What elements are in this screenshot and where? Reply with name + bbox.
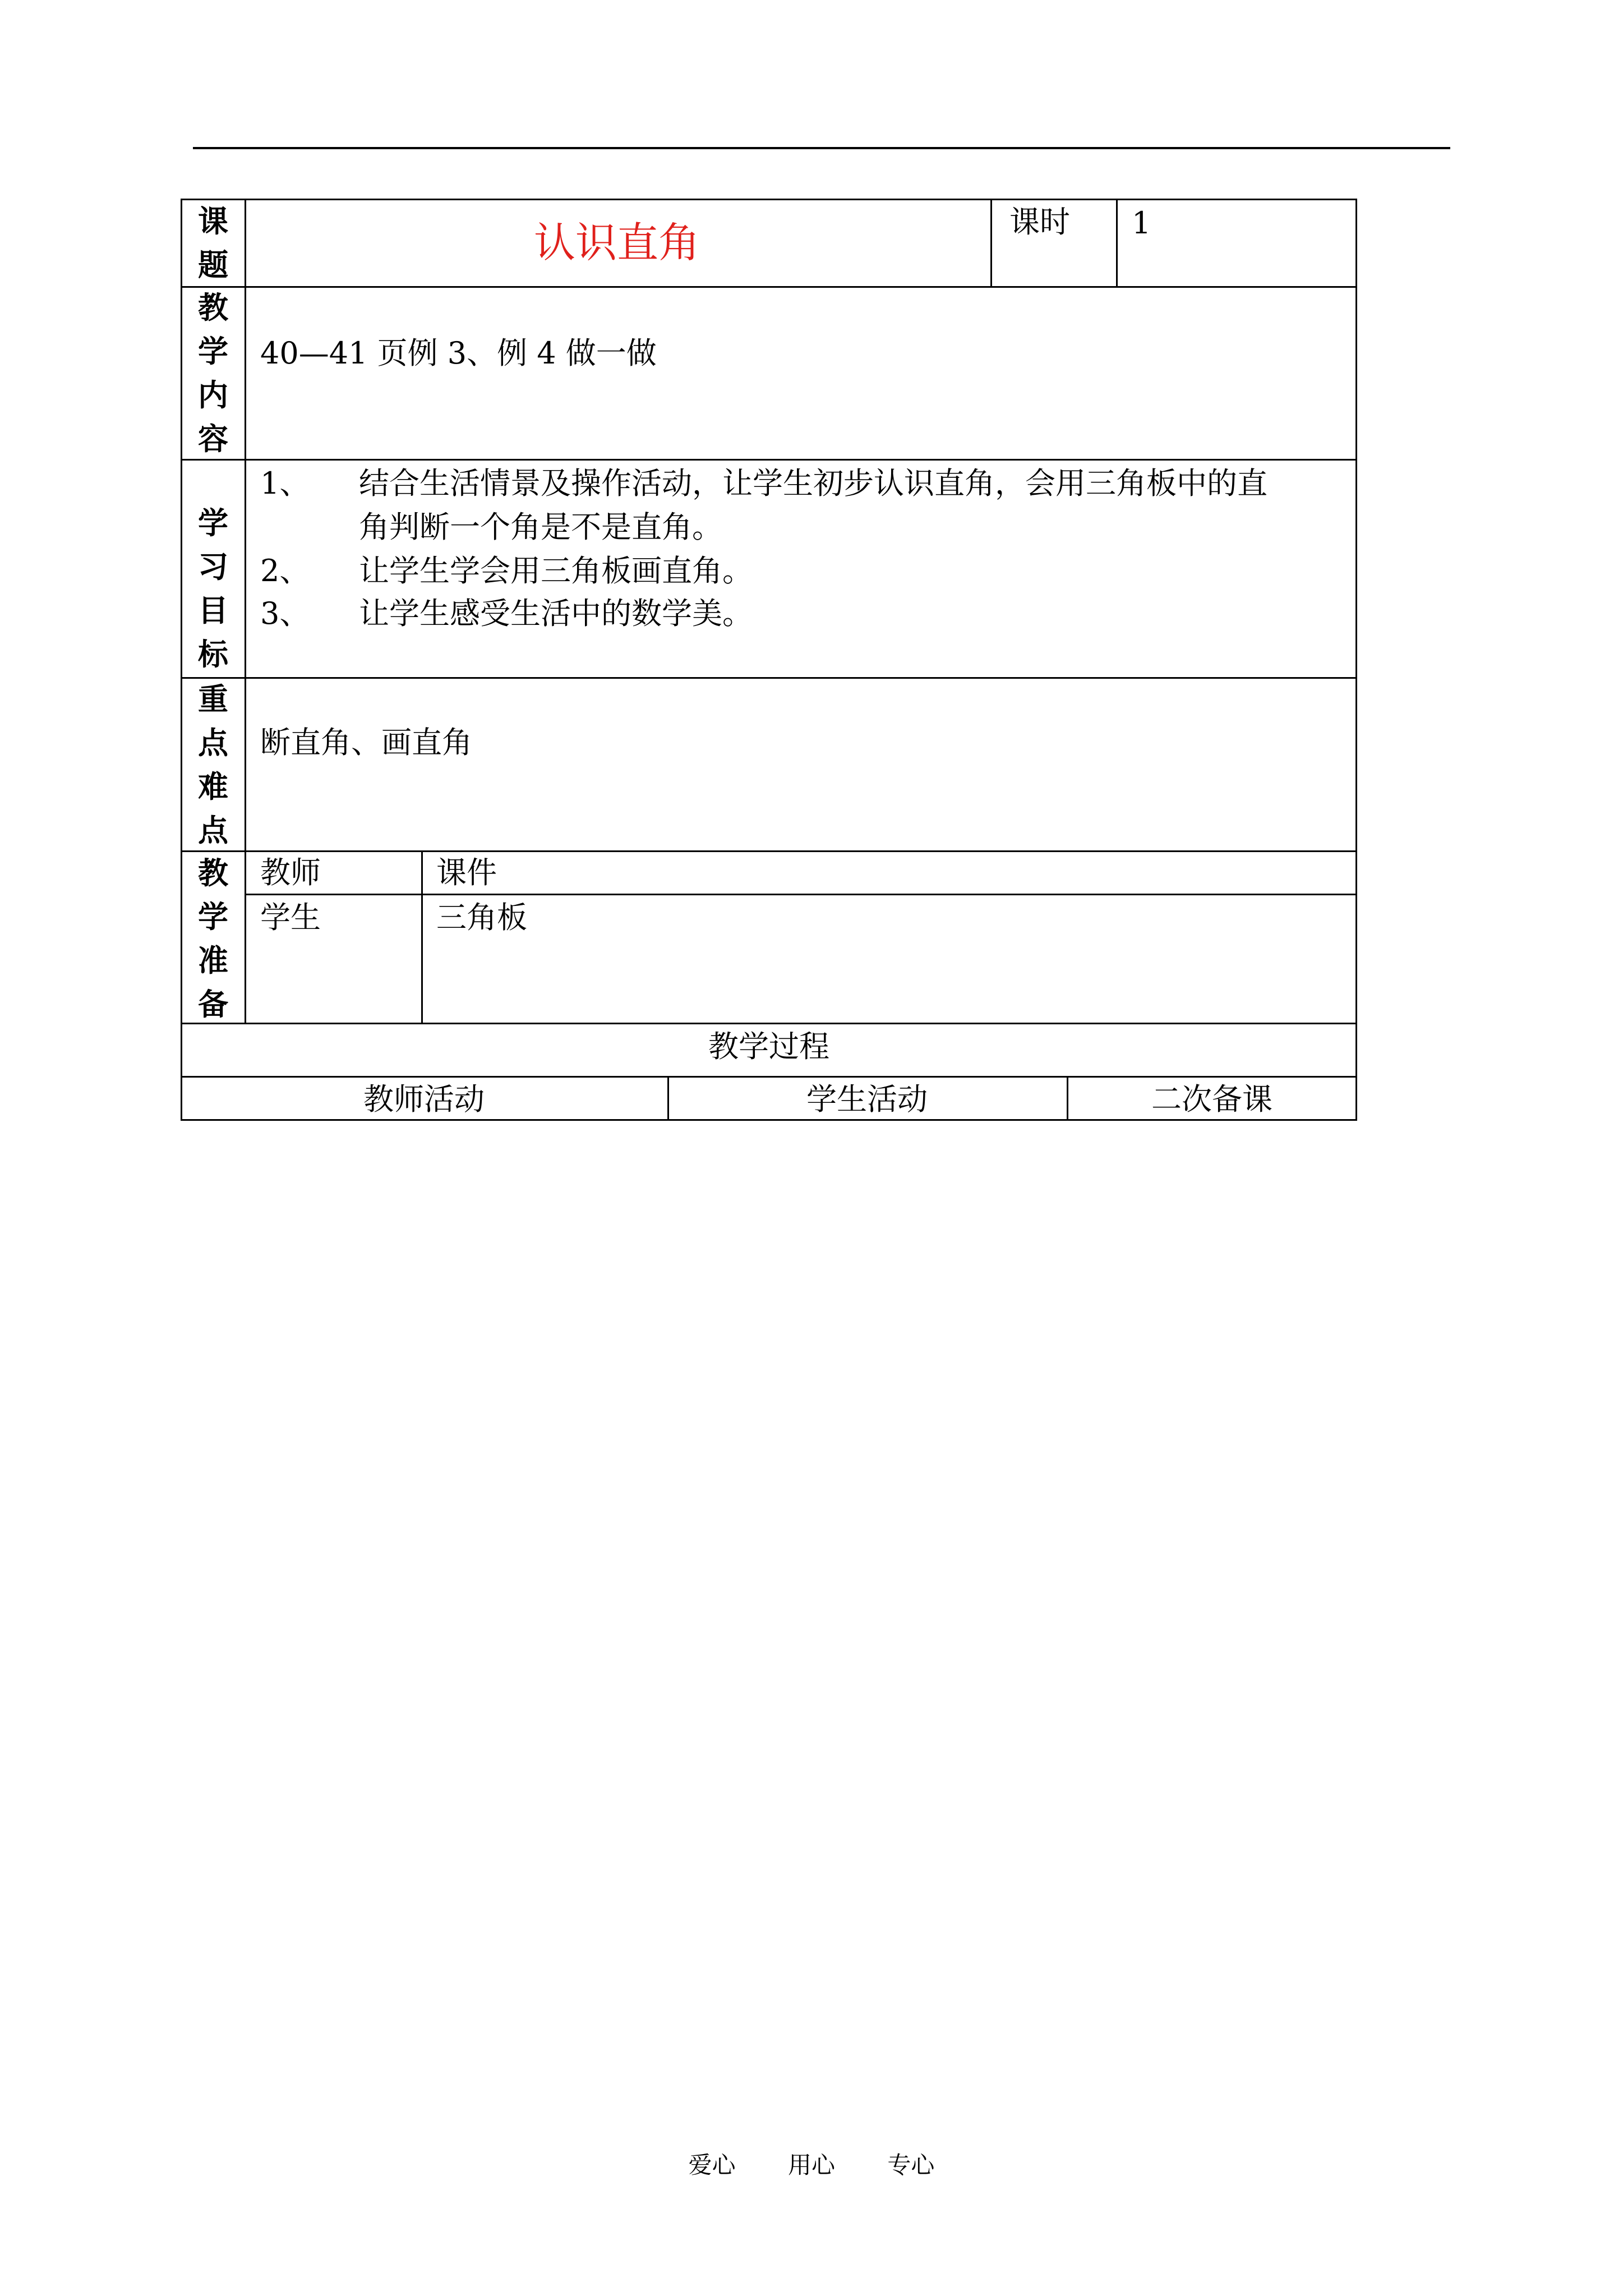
topic-label: 课 题 [198, 204, 228, 283]
row-divider [181, 459, 1357, 461]
column-divider [421, 850, 423, 1023]
content-label: 教 学 内 容 [198, 290, 228, 457]
column-divider [1116, 199, 1118, 287]
lesson-title: 认识直角 [534, 219, 700, 267]
row-divider [181, 1076, 1357, 1078]
preparation-label: 教 学 准 备 [198, 855, 228, 1022]
row-divider [245, 894, 1357, 895]
objectives-label: 学 习 目 标 [198, 505, 228, 672]
student-value: 三角板 [436, 900, 527, 935]
row-divider [181, 286, 1357, 288]
student-label: 学生 [260, 900, 321, 935]
row-divider [181, 1023, 1357, 1024]
objective-item-continued: 角判断一个角是不是直角。 [359, 509, 722, 545]
column-divider [990, 199, 992, 287]
teacher-label: 教师 [260, 855, 321, 890]
row-divider [181, 850, 1357, 852]
objective-item: 1、 结合生活情景及操作活动，让学生初步认识直角，会用三角板中的直 [260, 466, 1267, 501]
teacher-activity-header: 教师活动 [363, 1082, 485, 1117]
period-label: 课时 [1009, 204, 1070, 240]
student-activity-header: 学生活动 [806, 1082, 928, 1117]
row-divider [181, 677, 1357, 679]
objective-item: 2、 让学生学会用三角板画直角。 [260, 553, 753, 588]
process-title: 教学过程 [708, 1029, 829, 1064]
period-value: 1 [1132, 205, 1151, 241]
column-divider [245, 199, 246, 1023]
page-footer: 爱心 用心 专心 [688, 2151, 935, 2179]
key-points-text: 断直角、画直角 [260, 725, 472, 760]
content-text: 40—41 页例 3、例 4 做一做 [260, 335, 657, 371]
header-rule [193, 147, 1450, 149]
key-points-label: 重 点 难 点 [198, 682, 228, 848]
teacher-value: 课件 [436, 855, 497, 890]
objective-item: 3、 让学生感受生活中的数学美。 [260, 596, 753, 631]
second-preparation-header: 二次备课 [1151, 1082, 1272, 1117]
